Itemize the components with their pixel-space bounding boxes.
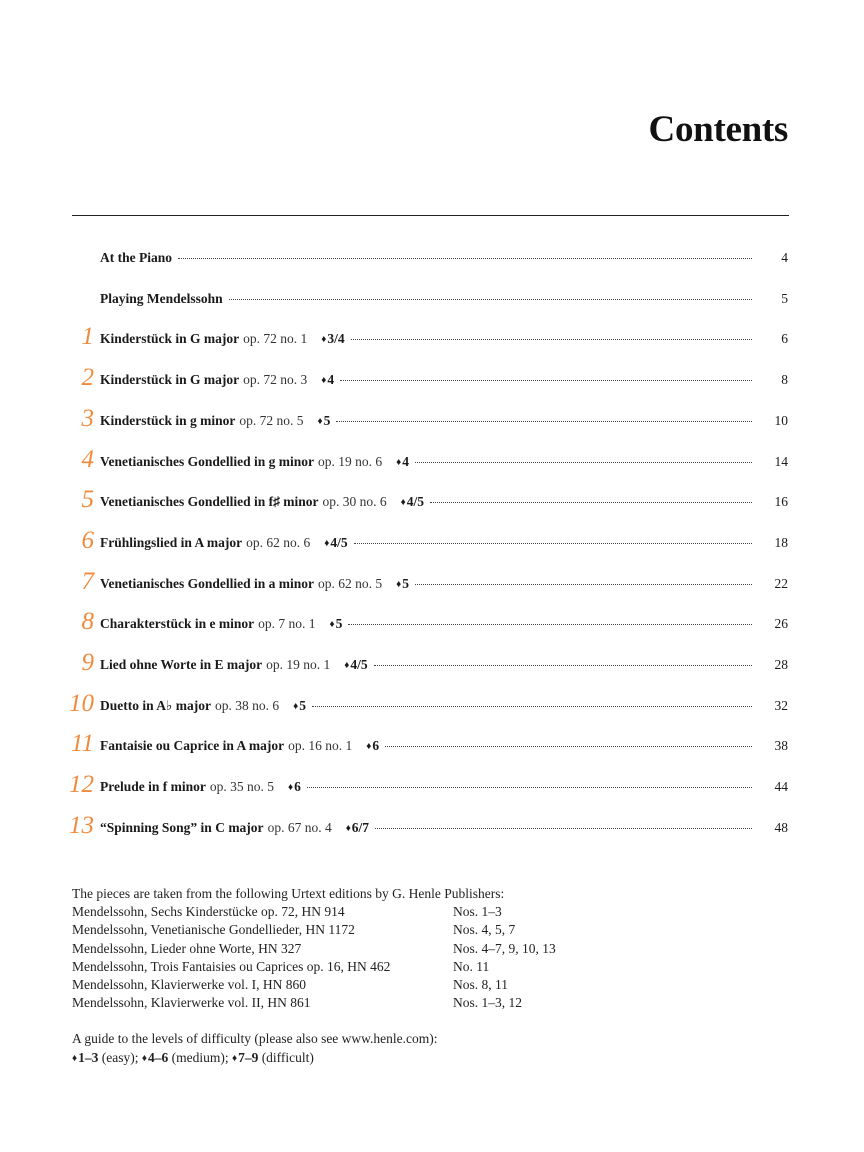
- entry-page-number: 32: [774, 697, 788, 713]
- dot-leader: [415, 462, 752, 463]
- entry-line: [100, 250, 760, 266]
- difficulty-value: 6: [372, 738, 380, 754]
- toc-entry[interactable]: [0, 482, 864, 514]
- entry-number: 5: [81, 486, 94, 514]
- source-row: [72, 921, 556, 939]
- easy-label: (easy);: [101, 1049, 139, 1065]
- entry-number: 9: [81, 649, 94, 676]
- dot-leader: [374, 665, 752, 666]
- toc-entry[interactable]: [0, 319, 864, 351]
- diamond-icon: ♦: [396, 578, 402, 590]
- entry-opus: op. 62 no. 6: [246, 534, 311, 550]
- difficult-range: 7–9: [238, 1049, 259, 1065]
- entry-number: 8: [81, 608, 94, 636]
- diamond-icon: ♦: [329, 619, 335, 631]
- entry-line: [100, 616, 760, 632]
- entry-line: [100, 698, 760, 714]
- dot-leader: [312, 706, 752, 707]
- entry-opus: op. 72 no. 5: [239, 412, 304, 428]
- diamond-icon: ♦: [231, 1052, 238, 1064]
- entry-number: 12: [69, 771, 94, 799]
- easy-range: 1–3: [78, 1049, 99, 1065]
- entry-title: Prelude in f minor: [100, 779, 206, 795]
- source-numbers: Nos. 1–3: [453, 904, 502, 920]
- difficulty-value: 5: [402, 575, 410, 591]
- entry-number: 4: [81, 445, 94, 473]
- entry-number: 2: [81, 364, 94, 392]
- difficulty-value: 5: [299, 697, 306, 713]
- dot-leader: [385, 746, 752, 747]
- dot-leader: [415, 584, 752, 585]
- difficult-label: (difficult): [261, 1049, 314, 1065]
- entry-opus: op. 62 no. 5: [318, 575, 383, 591]
- entry-title: Duetto in A♭ major: [100, 697, 211, 713]
- entry-title: Venetianisches Gondellied in g minor: [100, 453, 315, 469]
- entry-difficulty: [321, 372, 334, 388]
- entry-page-number: 28: [774, 657, 788, 672]
- dot-leader: [307, 787, 752, 788]
- entry-number: 7: [81, 567, 94, 595]
- diamond-icon: ♦: [400, 497, 406, 509]
- entry-number: 3: [81, 404, 94, 432]
- difficulty-value: 6/7: [351, 819, 370, 835]
- source-numbers: Nos. 1–3, 12: [453, 995, 523, 1011]
- source-numbers: Nos. 4–7, 9, 10, 13: [453, 940, 556, 956]
- entry-page-number: 10: [774, 412, 788, 428]
- sources-section: [72, 885, 556, 1012]
- dot-leader: [354, 543, 752, 544]
- toc-entry[interactable]: [0, 238, 864, 270]
- source-numbers: Nos. 8, 11: [453, 977, 509, 993]
- entry-number: 1: [81, 323, 94, 351]
- entry-difficulty: [324, 535, 347, 551]
- entry-title: Kinderstück in g minor: [100, 412, 236, 428]
- toc-entry[interactable]: [0, 604, 864, 636]
- entry-difficulty: [401, 494, 424, 510]
- entry-opus: op. 16 no. 1: [288, 738, 353, 754]
- toc-entry[interactable]: [0, 279, 864, 311]
- entry-difficulty: [344, 657, 367, 673]
- entry-opus: op. 35 no. 5: [209, 779, 274, 795]
- difficulty-value: 5: [323, 412, 331, 428]
- entry-number: 6: [81, 526, 94, 554]
- difficulty-value: 6: [294, 779, 301, 795]
- entry-title: Playing Mendelssohn: [100, 290, 223, 306]
- entry-title: At the Piano: [100, 250, 172, 265]
- diamond-icon: ♦: [321, 334, 327, 346]
- entry-number: 10: [69, 689, 94, 717]
- entry-line: [100, 779, 760, 795]
- source-edition: Mendelssohn, Venetianische Gondellieder, HN 1172: [72, 922, 355, 938]
- entry-title: Fantaisie ou Caprice in A major: [100, 738, 285, 754]
- entry-title: Kinderstück in G major: [100, 331, 240, 347]
- entry-line: [100, 372, 760, 388]
- entry-difficulty: [396, 576, 409, 592]
- entry-difficulty: [288, 779, 301, 795]
- entry-page-number: 18: [774, 534, 788, 550]
- entry-line: [100, 576, 760, 592]
- toc-entry[interactable]: [0, 564, 864, 596]
- page-title: Contents: [648, 109, 788, 150]
- entry-opus: op. 7 no. 1: [258, 616, 316, 632]
- dot-leader: [178, 258, 752, 259]
- entry-line: [100, 738, 760, 754]
- entry-page-number: 26: [774, 616, 788, 632]
- difficulty-value: 4/5: [330, 534, 348, 550]
- entry-page-number: 44: [774, 779, 788, 795]
- entry-title: Lied ohne Worte in E major: [100, 657, 263, 672]
- difficulty-value: 3/4: [327, 331, 345, 347]
- entry-page-number: 5: [781, 290, 788, 306]
- diamond-icon: ♦: [324, 537, 330, 549]
- entry-line: [100, 494, 760, 510]
- entry-opus: op. 72 no. 1: [243, 331, 308, 347]
- source-numbers: Nos. 4, 5, 7: [453, 922, 516, 938]
- guide-intro: A guide to the levels of difficulty (please also see www.henle.com):: [72, 1031, 438, 1046]
- toc-entry[interactable]: [0, 645, 864, 677]
- entry-difficulty: [346, 820, 369, 836]
- entry-page-number: 48: [774, 819, 788, 835]
- entry-page-number: 22: [774, 575, 788, 591]
- entry-difficulty: [321, 331, 344, 347]
- difficulty-value: 4/5: [350, 657, 368, 672]
- toc-entry[interactable]: [0, 686, 864, 718]
- difficulty-value: 4: [402, 453, 410, 469]
- source-row: [72, 940, 556, 958]
- title-divider: [72, 215, 789, 216]
- source-row: [72, 976, 556, 994]
- source-row: [72, 903, 556, 921]
- medium-label: (medium);: [171, 1049, 229, 1065]
- entry-line: [100, 331, 760, 347]
- source-edition: Mendelssohn, Lieder ohne Worte, HN 327: [72, 940, 302, 956]
- sources-intro: The pieces are taken from the following Urtext editions by G. Henle Publishers:: [72, 886, 505, 901]
- source-edition: Mendelssohn, Trois Fantaisies ou Caprices op. 16, HN 462: [72, 958, 391, 974]
- entry-difficulty: [330, 616, 343, 632]
- entry-difficulty: [396, 454, 409, 470]
- dot-leader: [430, 502, 752, 503]
- entry-opus: op. 30 no. 6: [322, 494, 387, 510]
- sources-list: [72, 903, 556, 1012]
- source-edition: Mendelssohn, Klavierwerke vol. I, HN 860: [72, 977, 306, 993]
- toc-entry[interactable]: [0, 767, 864, 799]
- toc-entry[interactable]: [0, 360, 864, 392]
- toc-entry[interactable]: [0, 808, 864, 840]
- diamond-icon: ♦: [141, 1052, 147, 1064]
- entry-line: [100, 291, 760, 307]
- entry-line: [100, 657, 760, 673]
- entry-line: [100, 454, 760, 470]
- diamond-icon: ♦: [72, 1052, 78, 1064]
- entry-opus: op. 67 no. 4: [267, 819, 332, 835]
- entry-opus: op. 19 no. 6: [318, 453, 383, 469]
- diamond-icon: ♦: [321, 375, 327, 387]
- entry-difficulty: [293, 698, 306, 714]
- entry-title: Frühlingslied in A major: [100, 534, 243, 550]
- toc-entry[interactable]: [0, 726, 864, 758]
- entry-title: Venetianisches Gondellied in a minor: [100, 575, 315, 591]
- entry-opus: op. 19 no. 1: [266, 657, 331, 672]
- dot-leader: [351, 339, 752, 340]
- entry-title: Charakterstück in e minor: [100, 616, 255, 632]
- entry-page-number: 6: [781, 331, 788, 347]
- entry-page-number: 16: [774, 494, 788, 510]
- dot-leader: [340, 380, 752, 381]
- entry-page-number: 4: [781, 250, 788, 265]
- difficulty-value: 4/5: [406, 494, 425, 510]
- diamond-icon: ♦: [293, 700, 299, 712]
- source-edition: Mendelssohn, Sechs Kinderstücke op. 72, HN 914: [72, 904, 345, 920]
- toc-entry[interactable]: [0, 442, 864, 474]
- entry-title: “Spinning Song” in C major: [100, 819, 264, 835]
- entry-line: [100, 413, 760, 429]
- diamond-icon: ♦: [344, 660, 350, 671]
- entry-opus: op. 72 no. 3: [243, 372, 308, 388]
- entry-number: 13: [69, 811, 94, 839]
- dot-leader: [375, 828, 752, 829]
- difficulty-value: 4: [327, 372, 335, 388]
- toc-entry[interactable]: [0, 523, 864, 555]
- difficulty-value: 5: [335, 616, 343, 632]
- dot-leader: [348, 624, 752, 625]
- entry-line: [100, 820, 760, 836]
- source-row: [72, 958, 556, 976]
- toc-entry[interactable]: [0, 401, 864, 433]
- entry-number: 11: [70, 730, 94, 758]
- dot-leader: [336, 421, 752, 422]
- source-row: [72, 994, 556, 1012]
- guide-levels: [72, 1049, 438, 1070]
- diamond-icon: ♦: [366, 741, 372, 753]
- entry-title: Kinderstück in G major: [100, 372, 240, 388]
- entry-page-number: 8: [781, 372, 788, 388]
- entry-page-number: 14: [774, 453, 788, 469]
- entry-line: [100, 535, 760, 551]
- difficulty-guide: [72, 1030, 438, 1069]
- source-numbers: No. 11: [453, 958, 490, 974]
- source-edition: Mendelssohn, Klavierwerke vol. II, HN 861: [72, 995, 311, 1011]
- diamond-icon: ♦: [396, 456, 402, 468]
- diamond-icon: ♦: [288, 782, 294, 794]
- entry-difficulty: [366, 738, 379, 754]
- diamond-icon: ♦: [345, 822, 351, 834]
- entry-opus: op. 38 no. 6: [214, 697, 280, 713]
- entry-difficulty: [318, 413, 331, 429]
- entry-title: Venetianisches Gondellied in f♯ minor: [100, 494, 319, 510]
- entry-page-number: 38: [774, 738, 788, 754]
- medium-range: 4–6: [147, 1049, 169, 1065]
- dot-leader: [229, 299, 752, 300]
- diamond-icon: ♦: [317, 415, 323, 427]
